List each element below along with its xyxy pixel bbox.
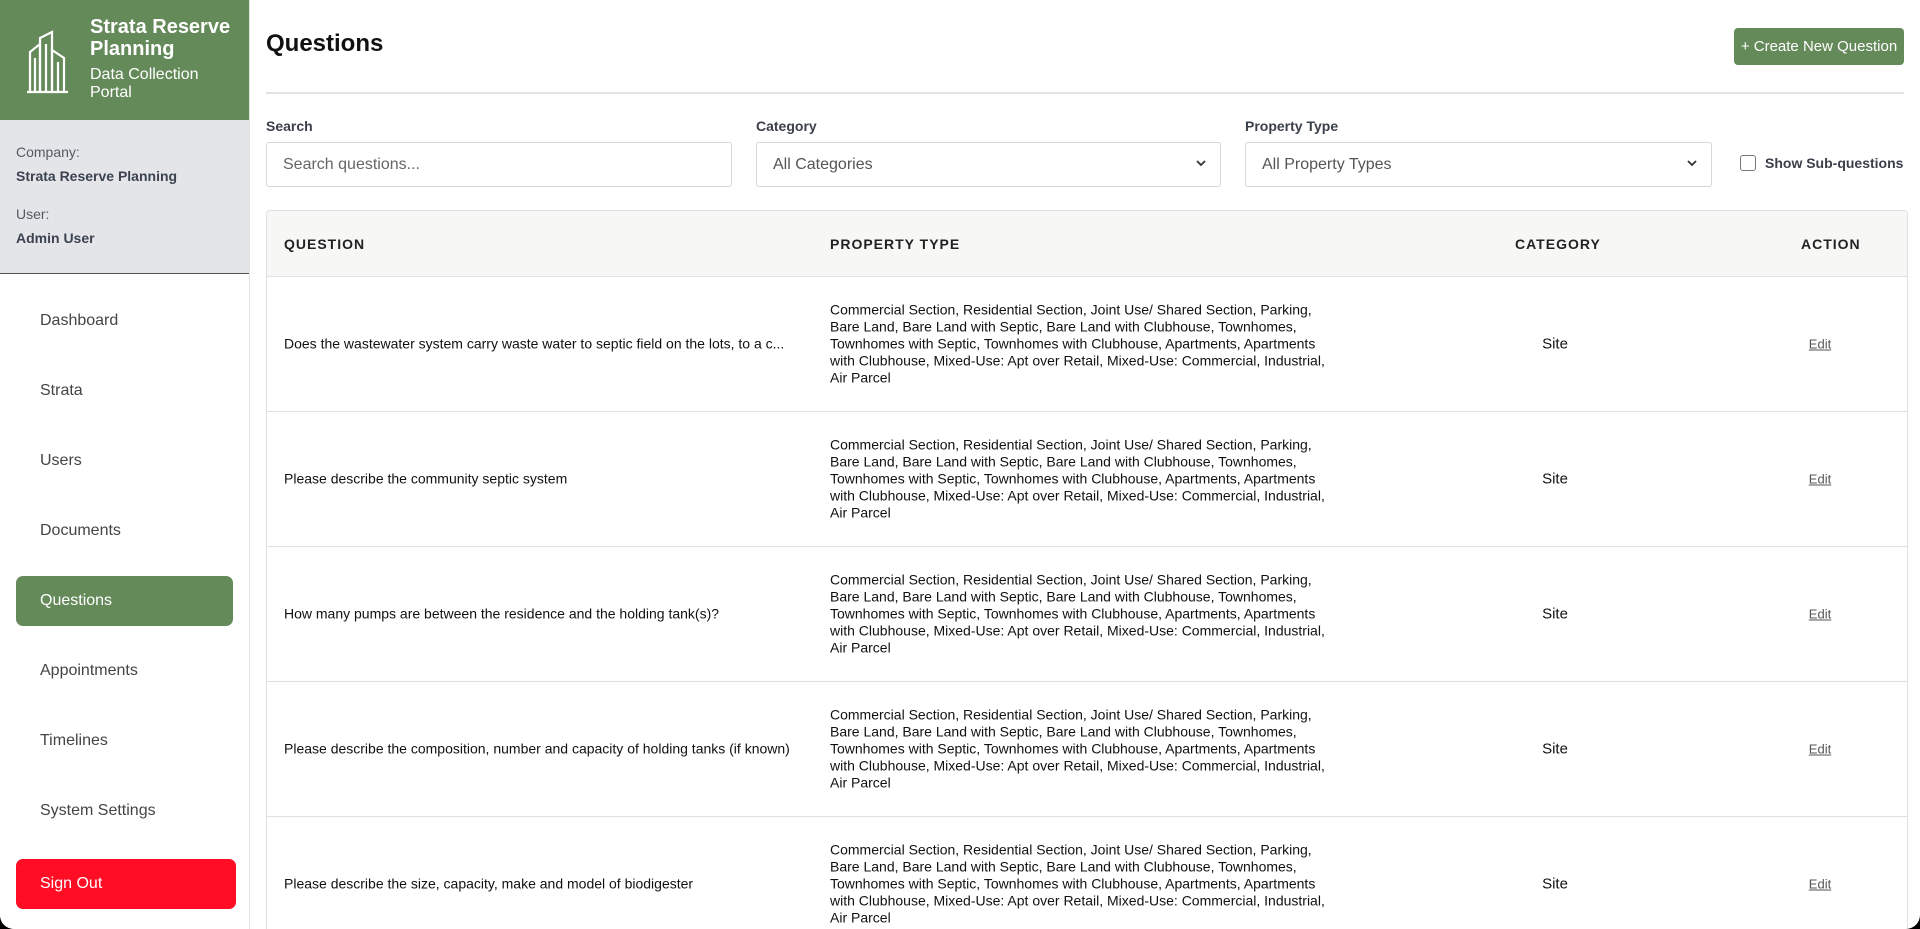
account-info (0, 120, 249, 274)
nav-item-strata[interactable]: Strata (40, 382, 83, 399)
nav-item-dashboard[interactable]: Dashboard (40, 312, 119, 329)
questions-table (266, 210, 1908, 929)
table-row (267, 412, 1907, 547)
nav-item-system-settings[interactable]: System Settings (40, 802, 156, 819)
category-cell: Site (1542, 605, 1568, 623)
question-cell: Please describe the composition, number and capacity of holding tanks (if known) (284, 740, 790, 757)
property-type-select[interactable] (1245, 142, 1712, 187)
question-cell: Please describe the community septic system (284, 470, 568, 487)
page-title: Questions (266, 30, 384, 57)
edit-link[interactable]: Edit (1808, 336, 1832, 352)
category-cell: Site (1542, 740, 1568, 758)
company-label: Company: (16, 144, 80, 160)
edit-link[interactable]: Edit (1808, 876, 1832, 892)
show-subquestions-label: Show Sub-questions (1765, 155, 1904, 171)
brand-header (0, 0, 249, 120)
chevron-down-icon (1194, 156, 1208, 170)
column-header-category: CATEGORY (1515, 236, 1601, 252)
edit-link[interactable]: Edit (1808, 741, 1832, 757)
property-type-cell: Commercial Section, Residential Section, Joint Use/ Shared Section, Parking, Bare Land, Bare Land with Septic, Bare Land with Clubhouse, Townhomes, Townhomes with Septic, Townhomes with Clubhouse, Apartments, Apartments with Clubhouse, Mixed-Use: Apt over Retail, Mixed-Use: Commercial, Industrial, Air Parcel (830, 301, 1325, 386)
create-new-question-button[interactable]: + Create New Question (1734, 28, 1904, 65)
category-cell: Site (1542, 335, 1568, 353)
category-cell: Site (1542, 875, 1568, 893)
chevron-down-icon (1685, 156, 1699, 170)
property-type-cell: Commercial Section, Residential Section, Joint Use/ Shared Section, Parking, Bare Land, Bare Land with Septic, Bare Land with Clubhouse, Townhomes, Townhomes with Septic, Townhomes with Clubhouse, Apartments, Apartments with Clubhouse, Mixed-Use: Apt over Retail, Mixed-Use: Commercial, Industrial, Air Parcel (830, 706, 1325, 791)
category-cell: Site (1542, 470, 1568, 488)
table-row (267, 547, 1907, 682)
nav-item-timelines[interactable]: Timelines (40, 732, 108, 749)
table-row (267, 682, 1907, 817)
header-divider (266, 92, 1904, 94)
nav-item-appointments[interactable]: Appointments (40, 662, 138, 679)
nav-item-questions[interactable]: Questions (16, 576, 233, 626)
question-cell: Please describe the size, capacity, make and model of biodigester (284, 875, 694, 892)
main-content (266, 0, 1906, 929)
show-subquestions-checkbox[interactable] (1740, 155, 1756, 171)
search-label: Search (266, 118, 313, 134)
column-header-question: QUESTION (284, 236, 366, 252)
column-header-property-type: PROPERTY TYPE (830, 236, 961, 252)
search-field (266, 142, 732, 187)
category-select-value: All Categories (773, 156, 873, 173)
question-cell: How many pumps are between the residence and the holding tank(s)? (284, 605, 720, 622)
column-header-action: ACTION (1801, 236, 1861, 252)
nav-item-documents[interactable]: Documents (40, 522, 121, 539)
edit-link[interactable]: Edit (1808, 606, 1832, 622)
category-label: Category (756, 118, 817, 134)
building-logo-icon (26, 30, 70, 94)
table-row (267, 817, 1907, 929)
edit-link[interactable]: Edit (1808, 471, 1832, 487)
table-header (267, 211, 1907, 277)
sign-out-button[interactable]: Sign Out (16, 859, 236, 909)
show-subquestions-toggle[interactable] (1740, 155, 1903, 171)
property-type-cell: Commercial Section, Residential Section, Joint Use/ Shared Section, Parking, Bare Land, Bare Land with Septic, Bare Land with Clubhouse, Townhomes, Townhomes with Septic, Townhomes with Clubhouse, Apartments, Apartments with Clubhouse, Mixed-Use: Apt over Retail, Mixed-Use: Commercial, Industrial, Air Parcel (830, 436, 1325, 521)
nav-item-users[interactable]: Users (40, 452, 82, 469)
property-type-select-value: All Property Types (1262, 156, 1392, 173)
brand-subtitle: Data Collection Portal (90, 66, 199, 101)
user-label: User: (16, 206, 50, 222)
search-input[interactable] (283, 144, 731, 187)
property-type-cell: Commercial Section, Residential Section, Joint Use/ Shared Section, Parking, Bare Land, Bare Land with Septic, Bare Land with Clubhouse, Townhomes, Townhomes with Septic, Townhomes with Clubhouse, Apartments, Apartments with Clubhouse, Mixed-Use: Apt over Retail, Mixed-Use: Commercial, Industrial, Air Parcel (830, 571, 1325, 656)
question-cell: Does the wastewater system carry waste water to septic field on the lots, to a c... (284, 335, 785, 352)
sidebar (0, 0, 250, 929)
user-value: Admin User (16, 230, 95, 246)
category-select[interactable] (756, 142, 1221, 187)
company-value: Strata Reserve Planning (16, 168, 178, 184)
brand-title: Strata Reserve Planning (90, 16, 231, 60)
property-type-cell: Commercial Section, Residential Section, Joint Use/ Shared Section, Parking, Bare Land, Bare Land with Septic, Bare Land with Clubhouse, Townhomes, Townhomes with Septic, Townhomes with Clubhouse, Apartments, Apartments with Clubhouse, Mixed-Use: Apt over Retail, Mixed-Use: Commercial, Industrial, Air Parcel (830, 841, 1325, 926)
table-row (267, 277, 1907, 412)
sidebar-nav (0, 274, 249, 836)
property-type-label: Property Type (1245, 118, 1339, 134)
